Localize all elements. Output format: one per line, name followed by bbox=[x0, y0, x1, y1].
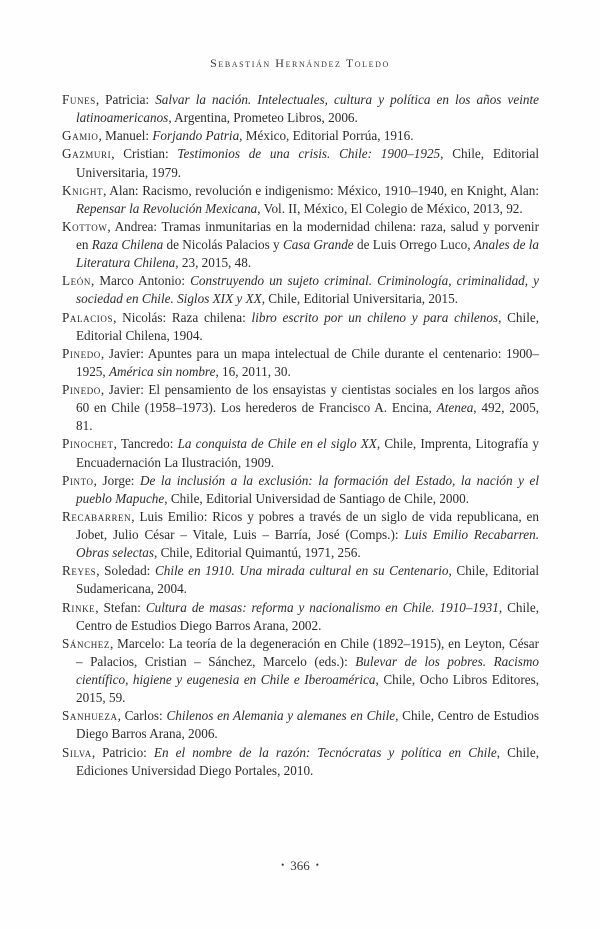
entry-author: Recabarren bbox=[62, 508, 132, 524]
entry-text: , Chile, Editorial Universitaria, 2015. bbox=[261, 291, 458, 307]
entry-title: En el nombre de la razón: Tecnócratas y política en Chile bbox=[153, 744, 497, 760]
entry-text: , Marcelo: La teoría de la degeneración en Chile (1892–1915), en Leyton, César – Palacios, Cristian – Sánchez, Marcelo (eds.): bbox=[76, 635, 539, 669]
entry-title: libro escrito por un chileno y para chilenos bbox=[251, 309, 499, 325]
entry-author: Funes bbox=[62, 92, 96, 107]
entry-author: Reyes bbox=[62, 563, 97, 579]
entry-text: , Argentina, Prometeo Libros, 2006. bbox=[168, 110, 358, 126]
bibliography-entry bbox=[62, 599, 539, 635]
bibliography-entry bbox=[62, 635, 539, 708]
entry-text: , Chile, Editorial Chilena, 1904. bbox=[76, 309, 540, 343]
bibliography-entry bbox=[62, 145, 539, 181]
entry-text: , Chile, Centro de Estudios Diego Barros Arana, 2002. bbox=[76, 599, 539, 633]
entry-author: Sánchez bbox=[62, 635, 110, 651]
bibliography-entry bbox=[62, 91, 539, 127]
bibliography-entry bbox=[62, 218, 539, 272]
bibliography-entry bbox=[62, 127, 539, 145]
entry-author: Kottow bbox=[62, 218, 108, 234]
entry-text: , Chile, Imprenta, Litografía y Encuadernación La Ilustración, 1909. bbox=[76, 436, 539, 470]
entry-text: , Jorge: bbox=[93, 472, 140, 488]
entry-text: , Carlos: bbox=[117, 708, 167, 724]
entry-text: de Luis Orrego Luco, bbox=[353, 237, 474, 252]
entry-title: Bulevar de los pobres. Racismo científico, higiene y eugenesia en Chile e Iberoamérica bbox=[76, 653, 539, 687]
entry-author: Palacios bbox=[62, 309, 114, 325]
entry-author: Sanhueza bbox=[62, 708, 118, 724]
bibliography-entry bbox=[62, 182, 539, 218]
entry-text: , 23, 2015, 48. bbox=[175, 255, 252, 271]
entry-title: Forjando Patria bbox=[152, 128, 240, 144]
entry-text: , Chile, Editorial Universidad de Santiago de Chile, 2000. bbox=[164, 490, 469, 506]
entry-title: Raza Chilena bbox=[91, 237, 164, 252]
entry-text: , 16, 2011, 30. bbox=[215, 363, 291, 379]
bibliography-entry bbox=[62, 381, 539, 435]
entry-text: , Alan: Racismo, revolución e indigenismo: México, 1910–1940, en Knight, Alan: bbox=[103, 182, 539, 198]
entry-author: León bbox=[62, 273, 91, 289]
entry-title: De la inclusión a la exclusión: la formación del Estado, la nación y el pueblo Mapuche bbox=[76, 472, 539, 506]
entry-text: , Javier: El pensamiento de los ensayistas y cientistas sociales en los largos años 60 en Chile (1958–1973). Los herederos de Francisco A. Encina, bbox=[76, 382, 539, 416]
entry-title: Atenea bbox=[436, 400, 474, 416]
entry-author: Knight bbox=[62, 182, 104, 198]
entry-text: , Vol. II, México, El Colegio de México, 2013, 92. bbox=[257, 200, 523, 216]
entry-text: , Chile, Centro de Estudios Diego Barros Arana, 2006. bbox=[76, 708, 539, 742]
entry-title: Casa Grande bbox=[282, 237, 354, 252]
entry-title: Construyendo un sujeto criminal. Criminología, criminalidad, y sociedad en Chile. Siglos XIX y XX bbox=[76, 273, 539, 307]
entry-text: , Luis Emilio: Ricos y pobres a través de un siglo de vida republicana, en Jobet, Julio César – Vitale, Luis – Barría, José (Comps.): bbox=[76, 508, 539, 542]
footer-bullet-icon: • bbox=[315, 860, 319, 870]
entry-text: , Tancredo: bbox=[113, 436, 178, 452]
entry-text: , Manuel: bbox=[98, 128, 153, 144]
bibliography-entry bbox=[62, 472, 539, 508]
entry-text: , Soledad: bbox=[96, 563, 155, 579]
entry-author: Gazmuri bbox=[62, 146, 112, 162]
entry-text: , Andrea: Tramas inmunitarias en la modernidad chilena: raza, salud y porvenir en bbox=[76, 218, 539, 252]
entry-text: , Stefan: bbox=[95, 599, 146, 615]
footer-bullet-icon: • bbox=[281, 860, 285, 870]
entry-text: de Nicolás Palacios y bbox=[163, 237, 283, 252]
entry-title: Chilenos en Alemania y alemanes en Chile bbox=[166, 708, 396, 724]
entry-text: , México, Editorial Porrúa, 1916. bbox=[239, 128, 414, 144]
entry-title: Repensar la Revolución Mexicana bbox=[76, 200, 258, 216]
entry-text: , Nicolás: Raza chilena: bbox=[113, 309, 252, 325]
entry-author: Silva bbox=[62, 744, 92, 760]
entry-text: , Chile, Ediciones Universidad Diego Portales, 2010. bbox=[76, 744, 539, 778]
bibliography-entry bbox=[62, 744, 539, 780]
entry-author: Pinto bbox=[62, 472, 94, 488]
entry-title: Luis Emilio Recabarren. Obras selectas bbox=[76, 527, 539, 561]
entry-author: Pinochet bbox=[62, 436, 114, 452]
entry-title: Testimonios de una crisis. Chile: 1900–1925 bbox=[177, 146, 441, 162]
bibliography bbox=[62, 91, 539, 780]
entry-author: Pinedo bbox=[62, 382, 101, 397]
bibliography-entry bbox=[62, 562, 539, 598]
bibliography-entry bbox=[62, 345, 539, 381]
entry-text: , Chile, Editorial Universitaria, 1979. bbox=[76, 146, 539, 180]
bibliography-entry bbox=[62, 309, 539, 345]
entry-title: Chile en 1910. Una mirada cultural en su Centenario bbox=[154, 563, 449, 579]
entry-title: Cultura de masas: reforma y nacionalismo en Chile. 1910–1931 bbox=[145, 599, 499, 615]
bibliography-entry bbox=[62, 272, 539, 308]
page-number: 366 bbox=[290, 858, 310, 873]
entry-text: , Chile, Editorial Quimantú, 1971, 256. bbox=[154, 545, 361, 561]
entry-text: , Patricio: bbox=[91, 744, 154, 760]
bibliography-entry bbox=[62, 435, 539, 471]
entry-text: , Marco Antonio: bbox=[90, 273, 191, 289]
entry-author: Rinke bbox=[62, 599, 96, 615]
entry-text: , Chile, Ocho Libros Editores, 2015, 59. bbox=[76, 672, 539, 706]
bibliography-entry bbox=[62, 508, 539, 562]
entry-title: Salvar la nación. Intelectuales, cultura y política en los años veinte latinoamericanos bbox=[76, 92, 539, 126]
bibliography-entry bbox=[62, 707, 539, 743]
entry-title: La conquista de Chile en el siglo XX bbox=[177, 436, 377, 452]
running-header: Sebastián Hernández Toledo bbox=[210, 56, 390, 70]
entry-title: América sin nombre bbox=[108, 363, 216, 379]
entry-title: Anales de la Literatura Chilena bbox=[76, 237, 539, 271]
entry-text: , Chile, Editorial Sudamericana, 2004. bbox=[76, 563, 540, 597]
entry-text: , Cristian: bbox=[111, 146, 178, 162]
entry-text: , 492, 2005, 81. bbox=[76, 400, 539, 434]
entry-author: Gamio bbox=[62, 128, 99, 144]
page-footer bbox=[0, 858, 600, 874]
entry-author: Pinedo bbox=[62, 345, 101, 361]
entry-text: , Javier: Apuntes para un mapa intelectual de Chile durante el centenario: 1900–1925, bbox=[76, 345, 539, 379]
entry-text: , Patricia: bbox=[95, 92, 156, 107]
